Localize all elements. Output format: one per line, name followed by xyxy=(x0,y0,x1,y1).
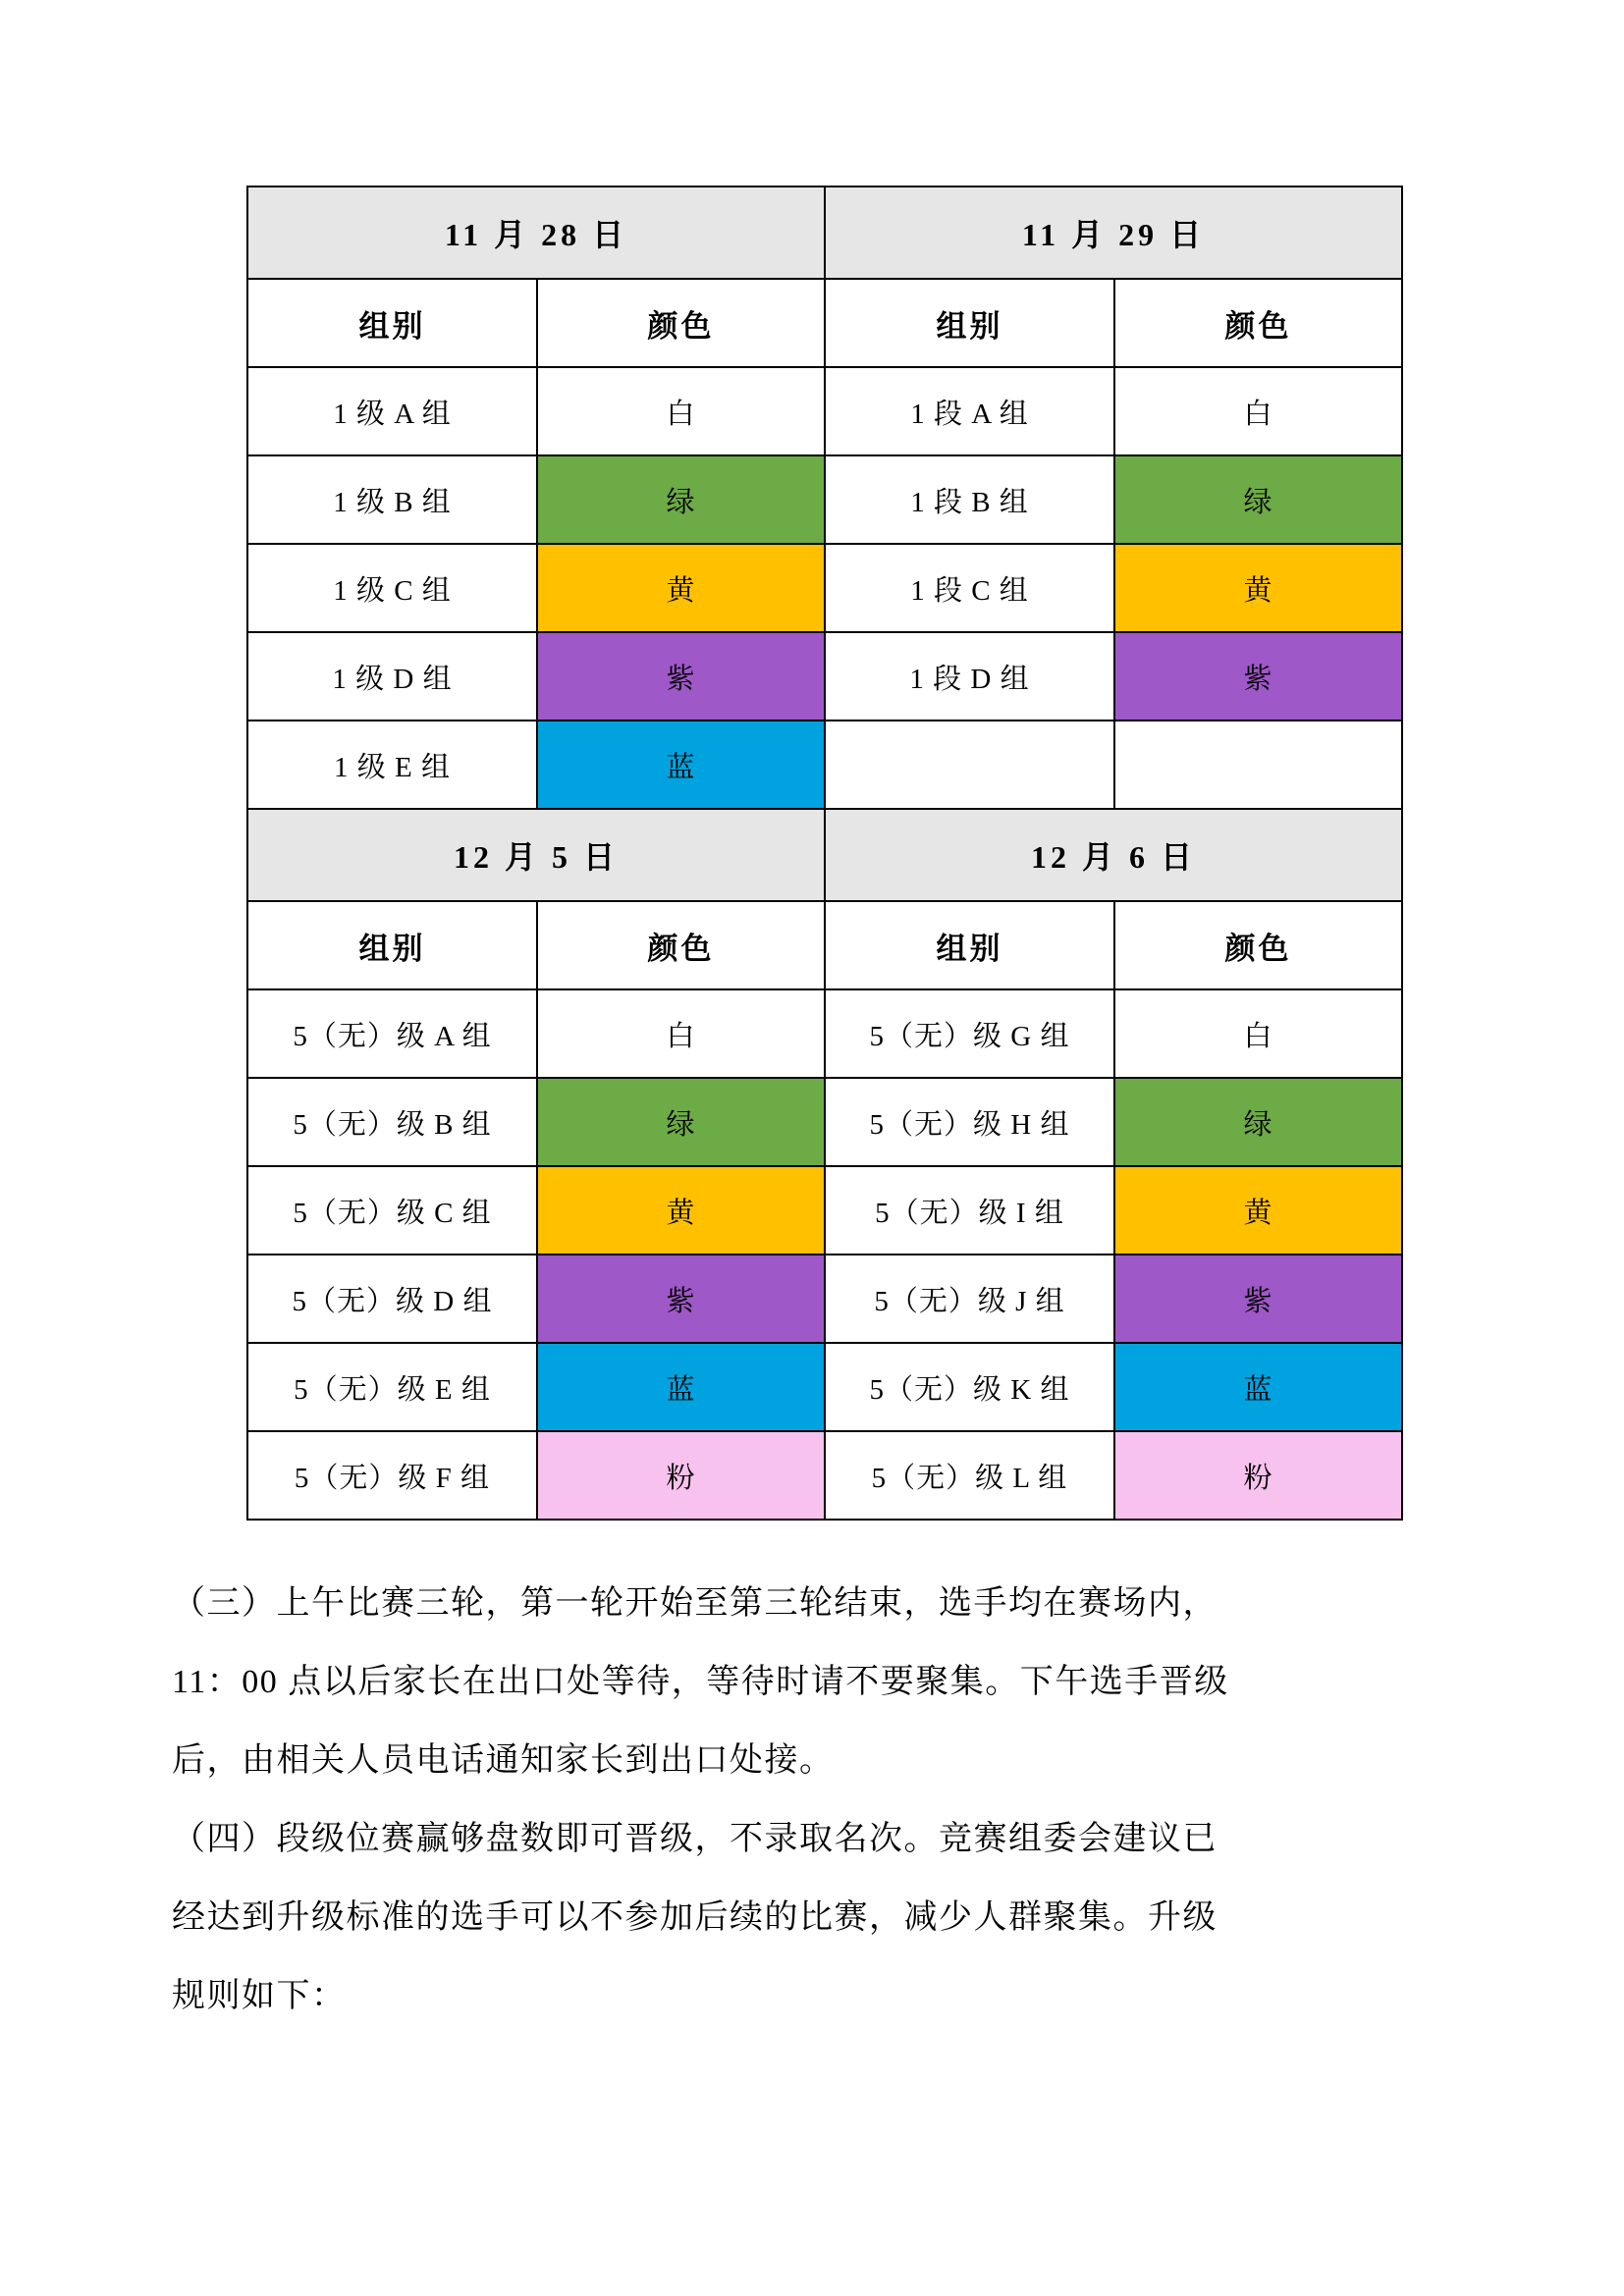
column-header-color-right: 颜色 xyxy=(1114,901,1402,989)
column-header-row xyxy=(247,901,1402,989)
table-row xyxy=(247,544,1402,632)
group-cell-right: 5（无）级 K 组 xyxy=(825,1343,1114,1431)
color-cell-right: 粉 xyxy=(1114,1431,1402,1520)
group-cell-left: 1 级 C 组 xyxy=(247,544,537,632)
date-header-right: 12 月 6 日 xyxy=(825,809,1402,901)
empty-cell xyxy=(1114,721,1402,809)
schedule-table-body xyxy=(247,187,1402,1520)
color-cell-right: 绿 xyxy=(1114,1078,1402,1166)
table-row xyxy=(247,1343,1402,1431)
color-cell-left: 粉 xyxy=(537,1431,825,1520)
group-cell-left: 5（无）级 D 组 xyxy=(247,1255,537,1343)
color-cell-right: 黄 xyxy=(1114,1166,1402,1255)
group-cell-left: 1 级 E 组 xyxy=(247,721,537,809)
color-cell-right: 白 xyxy=(1114,367,1402,455)
paragraph-three xyxy=(172,1565,1458,1800)
color-cell-right: 绿 xyxy=(1114,455,1402,544)
group-cell-left: 5（无）级 F 组 xyxy=(247,1431,537,1520)
color-cell-right: 紫 xyxy=(1114,632,1402,721)
table-row xyxy=(247,1431,1402,1520)
table-row xyxy=(247,721,1402,809)
date-header-left: 11 月 28 日 xyxy=(247,187,825,279)
group-cell-right: 5（无）级 G 组 xyxy=(825,989,1114,1078)
color-cell-left: 白 xyxy=(537,989,825,1078)
column-header-group-left: 组别 xyxy=(247,901,537,989)
group-cell-left: 1 级 B 组 xyxy=(247,455,537,544)
color-cell-left: 紫 xyxy=(537,1255,825,1343)
column-header-group-right: 组别 xyxy=(825,279,1114,367)
column-header-group-right: 组别 xyxy=(825,901,1114,989)
color-cell-right: 蓝 xyxy=(1114,1343,1402,1431)
empty-cell xyxy=(825,721,1114,809)
table-row xyxy=(247,455,1402,544)
column-header-group-left: 组别 xyxy=(247,279,537,367)
column-header-color-left: 颜色 xyxy=(537,279,825,367)
group-cell-left: 5（无）级 C 组 xyxy=(247,1166,537,1255)
date-header-row xyxy=(247,187,1402,279)
group-cell-left: 1 级 A 组 xyxy=(247,367,537,455)
column-header-color-right: 颜色 xyxy=(1114,279,1402,367)
group-cell-right: 5（无）级 I 组 xyxy=(825,1166,1114,1255)
color-cell-left: 白 xyxy=(537,367,825,455)
color-cell-left: 蓝 xyxy=(537,1343,825,1431)
group-cell-left: 5（无）级 E 组 xyxy=(247,1343,537,1431)
group-cell-left: 1 级 D 组 xyxy=(247,632,537,721)
group-cell-right: 5（无）级 L 组 xyxy=(825,1431,1114,1520)
group-cell-right: 1 段 D 组 xyxy=(825,632,1114,721)
group-cell-right: 1 段 B 组 xyxy=(825,455,1114,544)
color-cell-left: 蓝 xyxy=(537,721,825,809)
table-row xyxy=(247,1166,1402,1255)
table-row xyxy=(247,632,1402,721)
body-text-block xyxy=(172,1565,1458,2036)
schedule-table xyxy=(246,186,1403,1521)
color-cell-right: 黄 xyxy=(1114,544,1402,632)
group-cell-left: 5（无）级 A 组 xyxy=(247,989,537,1078)
paragraph-four xyxy=(172,1800,1458,2036)
color-cell-right: 白 xyxy=(1114,989,1402,1078)
color-cell-right: 紫 xyxy=(1114,1255,1402,1343)
paragraph-line: 后，由相关人员电话通知家长到出口处接。 xyxy=(172,1742,835,1779)
group-cell-right: 1 段 C 组 xyxy=(825,544,1114,632)
group-cell-right: 5（无）级 H 组 xyxy=(825,1078,1114,1166)
paragraph-line: 经达到升级标准的选手可以不参加后续的比赛，减少人群聚集。升级 xyxy=(172,1899,1218,1936)
table-row xyxy=(247,367,1402,455)
paragraph-line: （三）上午比赛三轮，第一轮开始至第三轮结束，选手均在赛场内， xyxy=(172,1585,1218,1622)
date-header-left: 12 月 5 日 xyxy=(247,809,825,901)
color-cell-left: 绿 xyxy=(537,1078,825,1166)
paragraph-line: 规则如下： xyxy=(172,1978,347,2014)
group-cell-left: 5（无）级 B 组 xyxy=(247,1078,537,1166)
date-header-right: 11 月 29 日 xyxy=(825,187,1402,279)
table-row xyxy=(247,1078,1402,1166)
paragraph-line: （四）段级位赛赢够盘数即可晋级，不录取名次。竞赛组委会建议已 xyxy=(172,1821,1218,1857)
color-cell-left: 绿 xyxy=(537,455,825,544)
table-row xyxy=(247,989,1402,1078)
table-row xyxy=(247,1255,1402,1343)
group-cell-right: 1 段 A 组 xyxy=(825,367,1114,455)
date-header-row xyxy=(247,809,1402,901)
color-cell-left: 黄 xyxy=(537,1166,825,1255)
column-header-color-left: 颜色 xyxy=(537,901,825,989)
color-cell-left: 黄 xyxy=(537,544,825,632)
group-cell-right: 5（无）级 J 组 xyxy=(825,1255,1114,1343)
color-cell-left: 紫 xyxy=(537,632,825,721)
paragraph-line: 11：00 点以后家长在出口处等待，等待时请不要聚集。下午选手晋级 xyxy=(172,1664,1229,1700)
column-header-row xyxy=(247,279,1402,367)
